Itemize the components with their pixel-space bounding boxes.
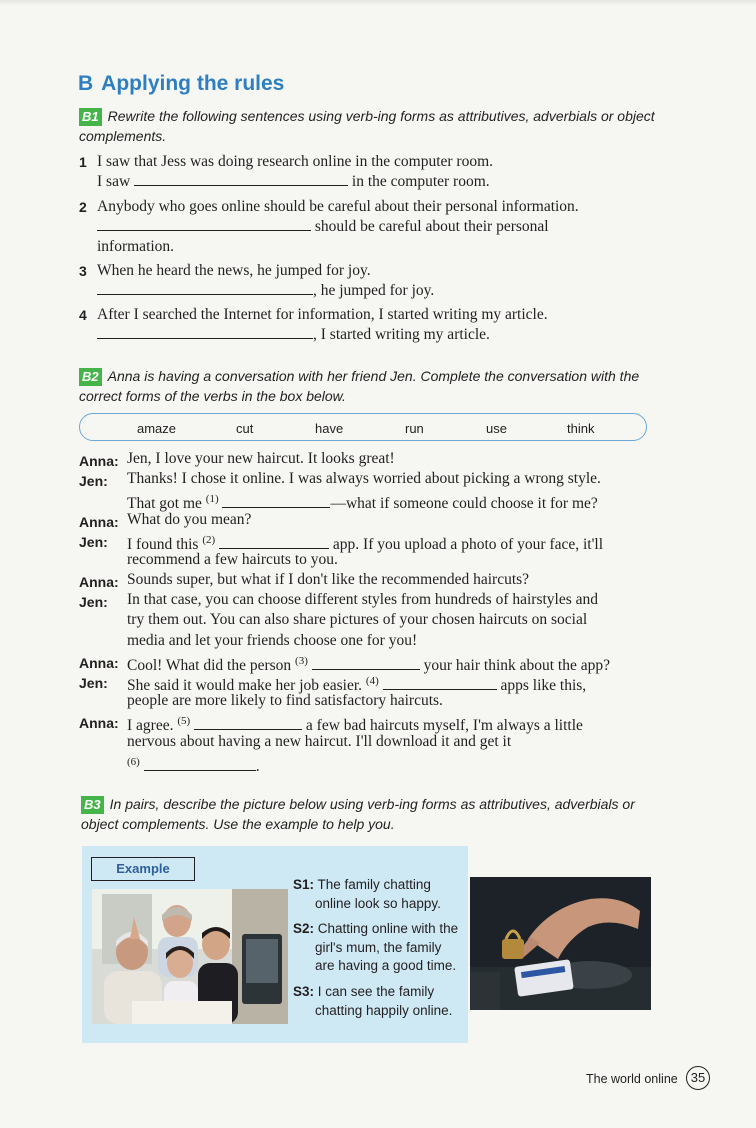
s1-text (293, 876, 463, 913)
dialogue-line: media and let your friends choose one for you! (127, 632, 418, 649)
s2-text (293, 920, 465, 976)
s3-label: S3: (293, 984, 315, 999)
item-number: 3 (79, 263, 87, 279)
item-suffix: , I started writing my article. (313, 326, 490, 343)
dialogue-line: Sounds super, but what if I don't like the recommended haircuts? (127, 571, 530, 588)
s3-line: I can see the family (317, 984, 435, 999)
item-sentence: I saw that Jess was doing research online in the computer room. (97, 153, 494, 170)
speaker-jen: Jen: (79, 675, 108, 691)
blank-number: (1) (205, 493, 219, 505)
speaker-anna: Anna: (79, 453, 119, 469)
word-use: use (486, 421, 507, 436)
answer-blank[interactable] (222, 494, 330, 508)
b1-instruction-line1: Rewrite the following sentences using verb-ing forms as attributives, adverbials or object (107, 108, 655, 124)
b2-instruction-line1: Anna is having a conversation with her friend Jen. Complete the conversation with the (107, 368, 640, 384)
dialogue-line (127, 752, 260, 778)
example-label-box (91, 857, 195, 881)
dialogue-line: nervous about having a new haircut. I'll download it and get it (127, 733, 512, 750)
dialogue-text: I found this (127, 536, 199, 554)
b1-tag: B1 (79, 108, 102, 126)
s3-line: chatting happily online. (315, 1002, 453, 1018)
speaker-anna: Anna: (79, 574, 119, 590)
word-think: think (567, 421, 595, 436)
item-continuation: information. (97, 238, 175, 255)
hand-padlock-photo (470, 877, 651, 1010)
answer-blank[interactable] (194, 716, 302, 730)
dialogue-text: app. If you upload a photo of your face, it'll (332, 536, 604, 554)
footer-section-name: The world online (586, 1072, 678, 1086)
dialogue-line: people are more likely to find satisfactory haircuts. (127, 692, 443, 709)
page-top-shade (0, 0, 756, 6)
dialogue-text: apps like this, (500, 677, 587, 695)
item-suffix: in the computer room. (351, 173, 490, 190)
s1-label: S1: (293, 877, 315, 892)
s2-line: girl's mum, the family (315, 939, 442, 955)
blank-number: (4) (365, 675, 379, 687)
answer-blank[interactable] (219, 535, 329, 549)
item-number: 1 (79, 154, 87, 170)
dialogue-text: That got me (127, 495, 202, 513)
answer-blank[interactable] (97, 281, 313, 295)
word-amaze: amaze (137, 421, 177, 436)
blank-number: (3) (295, 655, 308, 667)
b1-item-1 (79, 152, 679, 194)
b2-tag: B2 (79, 368, 102, 386)
speaker-anna: Anna: (79, 655, 119, 671)
s2-label: S2: (293, 921, 315, 936)
blank-number: (6) (127, 756, 140, 768)
s2-line: Chatting online with the (317, 921, 459, 936)
dialogue-line: try them out. You can also share pictures of your chosen haircuts on social (127, 611, 588, 628)
item-prefix: I saw (97, 173, 131, 190)
dialogue-line: In that case, you can choose different styles from hundreds of hairstyles and (127, 591, 599, 608)
dialogue-text: —what if someone could choose it for me? (330, 495, 598, 513)
dialogue-line: What do you mean? (127, 511, 252, 528)
section-letter: B (78, 72, 94, 95)
dialogue-text: She said it would make her job easier. (127, 677, 363, 695)
speaker-jen: Jen: (79, 594, 108, 610)
page-number: 35 (686, 1066, 710, 1090)
answer-blank[interactable] (134, 172, 348, 186)
b3-instruction-line1: In pairs, describe the picture below using verb-ing forms as attributives, adverbials or (109, 796, 635, 812)
b1-instruction (79, 106, 679, 146)
answer-blank[interactable] (144, 757, 256, 771)
b1-item-3 (79, 261, 679, 303)
answer-blank[interactable] (97, 217, 311, 231)
item-sentence: Anybody who goes online should be careful about their personal information. (97, 198, 579, 215)
answer-blank[interactable] (312, 656, 420, 670)
dialogue-text: Cool! What did the person (127, 657, 292, 675)
s2-line: are having a good time. (315, 958, 457, 973)
dialogue-line: Jen, I love your new haircut. It looks great! (127, 450, 395, 467)
speaker-jen: Jen: (79, 473, 108, 489)
answer-blank[interactable] (383, 676, 497, 690)
item-sentence: After I searched the Internet for information, I started writing my article. (97, 306, 548, 323)
b3-tag: B3 (81, 796, 104, 814)
dialogue-line: Thanks! I chose it online. I was always worried about picking a wrong style. (127, 470, 601, 487)
example-label: Example (116, 861, 170, 876)
item-number: 2 (79, 199, 87, 215)
s1-line: online look so happy. (315, 895, 441, 911)
b1-item-2 (79, 197, 679, 259)
blank-number: (5) (177, 715, 191, 727)
speaker-anna: Anna: (79, 715, 119, 731)
speaker-jen: Jen: (79, 534, 108, 550)
speaker-anna: Anna: (79, 514, 119, 530)
item-suffix: , he jumped for joy. (313, 282, 435, 299)
family-chatting-photo (92, 889, 288, 1024)
verb-word-box (79, 413, 647, 441)
item-sentence: When he heard the news, he jumped for joy. (97, 262, 371, 279)
b3-instruction-line2: object complements. Use the example to help you. (81, 816, 395, 832)
section-title (78, 72, 284, 96)
b1-item-4 (79, 305, 679, 347)
s3-text (293, 983, 465, 1020)
dialogue-line: recommend a few haircuts to you. (127, 551, 338, 568)
word-cut: cut (236, 421, 254, 436)
dialogue-text: your hair think about the app? (423, 657, 611, 675)
answer-blank[interactable] (97, 325, 313, 339)
dialogue-text: I agree. (127, 717, 174, 735)
item-number: 4 (79, 307, 87, 323)
b3-instruction (81, 794, 681, 834)
blank-number: (2) (202, 534, 216, 546)
b2-instruction-line2: correct forms of the verbs in the box below. (79, 388, 346, 404)
word-run: run (405, 421, 424, 436)
s1-line: The family chatting (317, 877, 431, 892)
dialogue-text: a few bad haircuts myself, I'm always a little (305, 717, 583, 735)
word-have: have (315, 421, 344, 436)
section-title-text: Applying the rules (101, 72, 285, 95)
b2-instruction (79, 366, 679, 406)
b1-instruction-line2: complements. (79, 128, 167, 144)
dialogue-text: . (255, 758, 260, 776)
item-suffix: should be careful about their personal (314, 218, 549, 235)
